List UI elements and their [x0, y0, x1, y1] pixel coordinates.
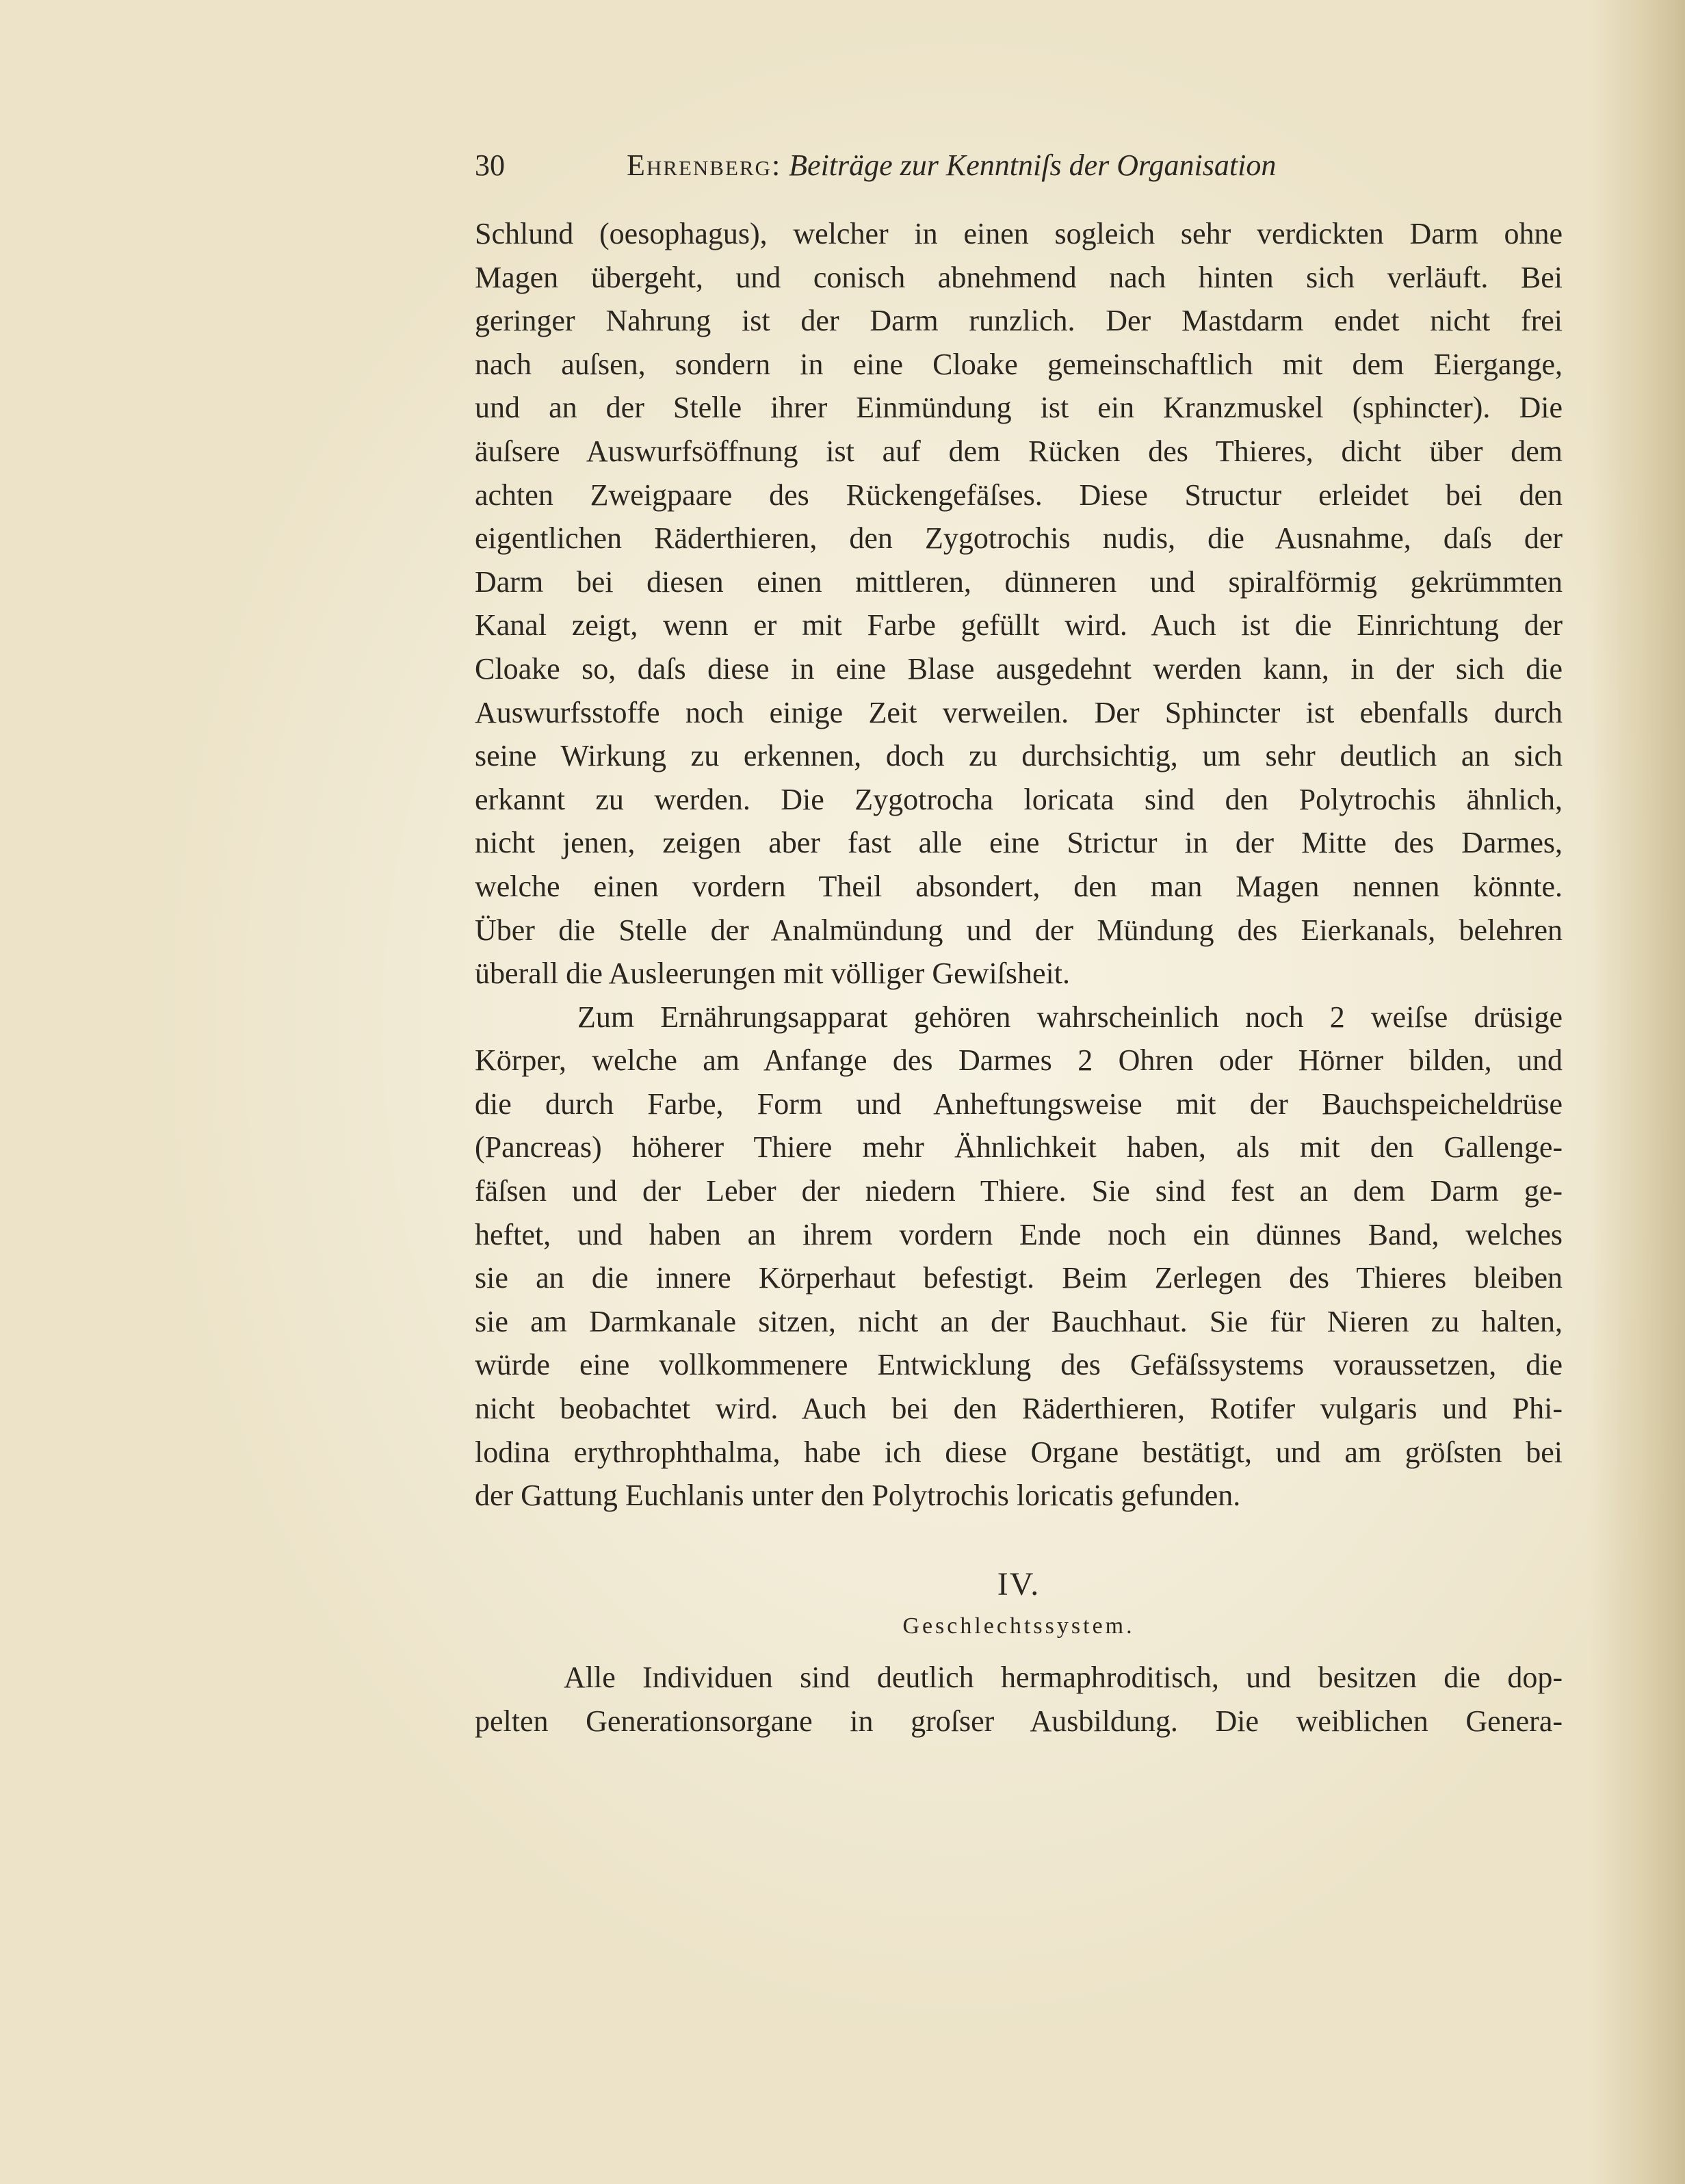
running-header — [475, 145, 1411, 186]
text-line: pelten Generationsorgane in groſser Ausbildung. Die weiblichen Genera- — [475, 1704, 1563, 1738]
text-line: nicht beobachtet wird. Auch bei den Räderthieren, Rotifer vulgaris und Phi- — [475, 1392, 1563, 1426]
running-title: Beiträge zur Kenntniſs der Organisation — [789, 148, 1277, 182]
text-line: lodina erythrophthalma, habe ich diese Organe bestätigt, und am gröſsten bei — [475, 1435, 1563, 1469]
body-text-continued — [475, 1656, 1563, 1743]
text-line: Magen übergeht, und conisch abnehmend nach hinten sich verläuft. Bei — [475, 260, 1563, 294]
text-line: und an der Stelle ihrer Einmündung ist ein Kranzmuskel (sphincter). Die — [475, 391, 1563, 425]
text-line: Schlund (oesophagus), welcher in einen sogleich sehr verdickten Darm ohne — [475, 217, 1563, 250]
text-line: nicht jenen, zeigen aber fast alle eine Strictur in der Mitte des Darmes, — [475, 826, 1563, 860]
text-line: fäſsen und der Leber der niedern Thiere. Sie sind fest an dem Darm ge- — [475, 1174, 1563, 1208]
text-line: sie an die innere Körperhaut befestigt. Beim Zerlegen des Thieres bleiben — [475, 1261, 1563, 1295]
text-line: überall die Ausleerungen mit völliger Gewiſsheit. — [475, 957, 1071, 991]
text-line: erkannt zu werden. Die Zygotrocha loricata sind den Polytrochis ähnlich, — [475, 782, 1563, 816]
text-line: der Gattung Euchlanis unter den Polytrochis loricatis gefunden. — [475, 1479, 1241, 1513]
text-line: (Pancreas) höherer Thiere mehr Ähnlichkeit haben, als mit den Gallenge- — [475, 1130, 1563, 1165]
text-line: geringer Nahrung ist der Darm runzlich. Der Mastdarm endet nicht frei — [475, 304, 1563, 338]
text-line: eigentlichen Räderthieren, den Zygotrochis nudis, die Ausnahme, daſs der — [475, 521, 1563, 556]
text-line: würde eine vollkommenere Entwicklung des Gefäſssystems voraussetzen, die — [475, 1348, 1563, 1382]
text-line: Kanal zeigt, wenn er mit Farbe gefüllt wird. Auch ist die Einrichtung der — [475, 608, 1563, 642]
text-line: äuſsere Auswurfsöffnung ist auf dem Rücken des Thieres, dicht über dem — [475, 434, 1563, 468]
text-line: seine Wirkung zu erkennen, doch zu durchsichtig, um sehr deutlich an sich — [475, 739, 1563, 773]
text-line: welche einen vordern Theil absondert, den man Magen nennen könnte. — [475, 869, 1563, 903]
section-number: IV. — [997, 1566, 1041, 1602]
running-head — [627, 145, 1276, 186]
text-line: Alle Individuen sind deutlich hermaphroditisch, und besitzen die dop- — [564, 1661, 1563, 1694]
text-line: die durch Farbe, Form und Anheftungsweise mit der Bauchspeicheldrüse — [475, 1087, 1563, 1121]
text-line: achten Zweigpaare des Rückengefäſses. Diese Structur erleidet bei den — [475, 478, 1563, 512]
text-line: Über die Stelle der Analmündung und der Mündung des Eierkanals, belehren — [475, 913, 1563, 947]
text-line: Darm bei diesen einen mittleren, dünneren und spiralförmig gekrümmten — [475, 564, 1563, 599]
section-title: Geschlechtssystem. — [902, 1613, 1135, 1639]
text-line: heftet, und haben an ihrem vordern Ende noch ein dünnes Band, welches — [475, 1217, 1563, 1251]
body-text — [475, 212, 1563, 1518]
text-line: Cloake so, daſs diese in eine Blase ausgedehnt werden kann, in der sich die — [475, 651, 1563, 686]
text-line: Körper, welche am Anfange des Darmes 2 Ohren oder Hörner bilden, und — [475, 1043, 1563, 1078]
page-number: 30 — [475, 148, 505, 182]
author-name: Ehrenberg: — [627, 148, 782, 182]
text-line: sie am Darmkanale sitzen, nicht an der Bauchhaut. Sie für Nieren zu halten, — [475, 1304, 1563, 1338]
text-line: nach auſsen, sondern in eine Cloake gemeinschaftlich mit dem Eiergange, — [475, 347, 1563, 381]
text-line: Zum Ernährungsapparat gehören wahrscheinlich noch 2 weiſse drüsige — [577, 1000, 1563, 1034]
text-line: Auswurfsstoffe noch einige Zeit verweilen. Der Sphincter ist ebenfalls durch — [475, 695, 1563, 729]
